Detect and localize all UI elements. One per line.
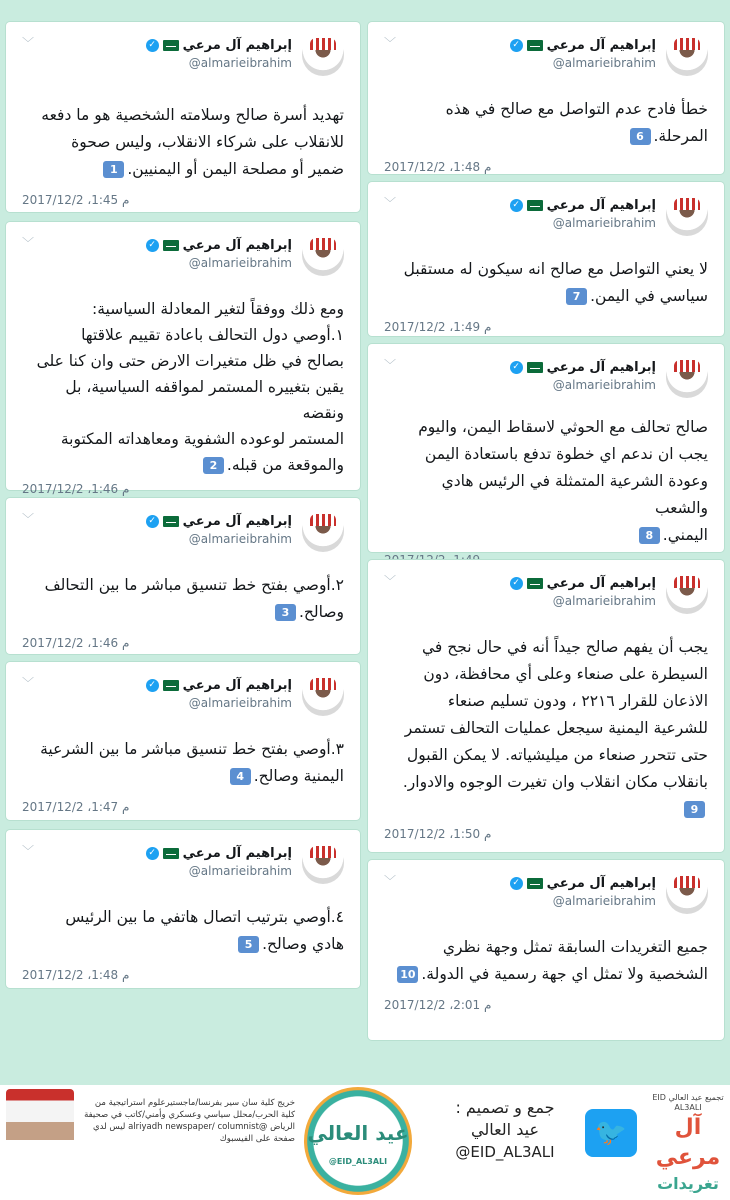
tweet-timestamp[interactable]: 2017/12/2 ،1:46 م	[22, 482, 130, 496]
twitter-bird-icon: 🐦	[585, 1109, 637, 1157]
author-handle[interactable]: @almarieibrahim	[552, 894, 656, 908]
author-name-text: إبراهيم آل مرعي	[546, 360, 656, 375]
author-name-text: إبراهيم آل مرعي	[546, 876, 656, 891]
tweet-text-content: يجب أن يفهم صالح جيداً أنه في حال نجح في السيطرة على صنعاء وعلى أي محافظة، دون الاذعان للقرار ٢٢١٦ ، ودون تسليم صنعاء للشرعية اليمنية سيجعل عمليات التحالف تستمر حتى تتحرر صنعاء من ميليشياته. لا يمكن القبول بانقلاب مكان انقلاب وان تغيرت الوجوه والادوار.	[402, 638, 708, 791]
tweet-text	[384, 634, 708, 823]
brand-logo	[650, 1093, 726, 1193]
tweet-timestamp[interactable]: 2017/12/2 ،1:48 م	[384, 160, 492, 174]
tweet-text	[22, 736, 344, 790]
number-badge: 7	[566, 288, 587, 305]
credit-line2: عيد العالي	[471, 1120, 539, 1139]
author-name-text: إبراهيم آل مرعي	[182, 678, 292, 693]
saudi-flag-icon	[163, 680, 179, 691]
chevron-down-icon[interactable]: ﹀	[384, 358, 397, 372]
number-badge: 6	[630, 128, 651, 145]
author-handle[interactable]: @almarieibrahim	[188, 56, 292, 70]
avatar[interactable]	[302, 674, 344, 716]
tweet-timestamp[interactable]: 2017/12/2 ،1:50 م	[384, 827, 492, 841]
tweet-text-content: لا يعني التواصل مع صالح انه سيكون له مستقبل سياسي في اليمن.	[403, 260, 708, 305]
saudi-flag-icon	[163, 40, 179, 51]
author-name[interactable]	[510, 360, 656, 375]
tweet-text	[384, 934, 708, 988]
tweet-card[interactable]	[368, 344, 724, 552]
tweet-text	[22, 904, 344, 958]
chevron-down-icon[interactable]: ﹀	[22, 236, 35, 250]
tweet-text	[384, 96, 708, 150]
tweet-card[interactable]	[6, 22, 360, 212]
profile-photo	[6, 1089, 74, 1171]
author-name[interactable]	[146, 514, 292, 529]
avatar[interactable]	[302, 510, 344, 552]
tweet-timestamp[interactable]: 2017/12/2 ،1:49 م	[384, 320, 492, 334]
tweet-card[interactable]	[368, 860, 724, 1040]
number-badge: 4	[230, 768, 251, 785]
tweet-text-content: جميع التغريدات السابقة تمثل وجهة نظري الشخصية ولا تمثل اي جهة رسمية في الدولة.	[421, 938, 708, 983]
tweet-text-content: تهديد أسرة صالح وسلامته الشخصية هو ما دفعه للانقلاب على شركاء الانقلاب، وليس صحوة ضمير أو مصلحة اليمن أو اليمنيين.	[41, 106, 344, 178]
footer-banner	[0, 1085, 730, 1200]
saudi-flag-icon	[163, 240, 179, 251]
verified-badge-icon: ✓	[146, 515, 159, 528]
tweet-timestamp[interactable]: 2017/12/2 ،1:46 م	[22, 636, 130, 650]
chevron-down-icon[interactable]: ﹀	[22, 512, 35, 526]
tweet-text-content: ٤.أوصي بترتيب اتصال هاتفي ما بين الرئيس هادي وصالح.	[65, 908, 344, 953]
saudi-flag-icon	[527, 200, 543, 211]
verified-badge-icon: ✓	[510, 361, 523, 374]
author-name-text: إبراهيم آل مرعي	[546, 38, 656, 53]
author-name-text: إبراهيم آل مرعي	[182, 38, 292, 53]
chevron-down-icon[interactable]: ﹀	[22, 844, 35, 858]
author-bio: خريج كلية سان سير بفرنسا/ماجستيرعلوم استراتيجية من كلية الحرب/محلل سياسي وعسكري وأمني/كاتب في صحيفة الرياض @alriyadh newspaper/ columnist ليس لدي صفحة على الفيسبوك	[84, 1098, 295, 1144]
saudi-flag-icon	[527, 578, 543, 589]
tweet-timestamp[interactable]: 2017/12/2 ،2:01 م	[384, 998, 492, 1012]
credits	[430, 1097, 580, 1163]
logo-text: عيد العالي	[307, 1121, 409, 1145]
saudi-flag-icon	[163, 848, 179, 859]
author-name[interactable]	[510, 576, 656, 591]
author-handle[interactable]: @almarieibrahim	[552, 378, 656, 392]
tweet-text	[22, 572, 344, 626]
number-badge: 9	[684, 801, 705, 818]
tweet-timestamp[interactable]: 2017/12/2 ،1:45 م	[22, 193, 130, 207]
author-handle[interactable]: @almarieibrahim	[552, 216, 656, 230]
verified-badge-icon: ✓	[146, 679, 159, 692]
avatar[interactable]	[302, 234, 344, 276]
tweet-card[interactable]	[368, 22, 724, 174]
credit-line1: جمع و تصميم :	[455, 1098, 555, 1117]
author-name-text: إبراهيم آل مرعي	[182, 846, 292, 861]
verified-badge-icon: ✓	[510, 877, 523, 890]
saudi-flag-icon	[163, 516, 179, 527]
tweet-text	[22, 296, 344, 478]
author-handle[interactable]: @almarieibrahim	[188, 696, 292, 710]
tweet-timestamp[interactable]: 2017/12/2 ،1:48 م	[22, 968, 130, 982]
tweet-card[interactable]	[6, 662, 360, 820]
number-badge: 5	[238, 936, 259, 953]
tweet-text	[22, 102, 344, 183]
tweet-card[interactable]	[6, 498, 360, 654]
author-name-text: إبراهيم آل مرعي	[546, 576, 656, 591]
tweet-text-content: صالح تحالف مع الحوثي لاسقاط اليمن، واليوم يجب ان ندعم اي خطوة تدفع باستعادة اليمن وعودة الشرعية المتمثلة في الرئيس هادي والشعب اليمني.	[418, 418, 708, 544]
author-name[interactable]	[146, 846, 292, 861]
author-name[interactable]	[510, 876, 656, 891]
avatar[interactable]	[302, 842, 344, 884]
author-handle[interactable]: @almarieibrahim	[188, 864, 292, 878]
verified-badge-icon: ✓	[510, 39, 523, 52]
tweet-card[interactable]	[6, 222, 360, 496]
author-name-text: إبراهيم آل مرعي	[182, 238, 292, 253]
author-handle[interactable]: @almarieibrahim	[188, 532, 292, 546]
verified-badge-icon: ✓	[510, 199, 523, 212]
brand-top: تجميع عيد العالي EID AL3ALI	[652, 1093, 724, 1112]
chevron-down-icon[interactable]: ﹀	[384, 874, 397, 888]
chevron-down-icon[interactable]: ﹀	[22, 676, 35, 690]
tweet-text	[384, 256, 708, 310]
chevron-down-icon[interactable]: ﹀	[384, 36, 397, 50]
avatar[interactable]	[666, 356, 708, 398]
designer-logo	[304, 1087, 412, 1195]
brand-name: آل مرعي	[655, 1115, 721, 1170]
author-handle[interactable]: @almarieibrahim	[188, 256, 292, 270]
tweet-card[interactable]	[6, 830, 360, 988]
avatar[interactable]	[666, 194, 708, 236]
number-badge: 10	[397, 966, 418, 983]
avatar[interactable]	[666, 572, 708, 614]
author-name[interactable]	[146, 238, 292, 253]
tweet-card[interactable]	[368, 182, 724, 336]
chevron-down-icon[interactable]: ﹀	[384, 574, 397, 588]
tweet-text-content: خطأ فادح عدم التواصل مع صالح في هذه المرحلة.	[445, 100, 708, 145]
author-name-text: إبراهيم آل مرعي	[182, 514, 292, 529]
number-badge: 8	[639, 527, 660, 544]
number-badge: 3	[275, 604, 296, 621]
saudi-flag-icon	[527, 40, 543, 51]
verified-badge-icon: ✓	[510, 577, 523, 590]
verified-badge-icon: ✓	[146, 239, 159, 252]
tweet-text-content: ومع ذلك ووفقاً لتغير المعادلة السياسية: ١.أوصي دول التحالف باعادة تقييم علاقتها بصالح في ظل متغيرات الارض حتى وان كنا على يقين بتغييره المستمر لمواقفه السياسية، بل ونقضه المستمر لوعوده الشفوية ومعاهداته المكتوبة والموقعة من قبله.	[36, 300, 344, 474]
author-handle[interactable]: @almarieibrahim	[552, 594, 656, 608]
avatar[interactable]	[666, 34, 708, 76]
tweet-timestamp[interactable]: 2017/12/2 ،1:47 م	[22, 800, 130, 814]
number-badge: 2	[203, 457, 224, 474]
author-name[interactable]	[510, 198, 656, 213]
logo-handle: @EID_AL3ALI	[328, 1157, 388, 1166]
saudi-flag-icon	[527, 362, 543, 373]
avatar[interactable]	[302, 34, 344, 76]
author-handle[interactable]: @almarieibrahim	[552, 56, 656, 70]
verified-badge-icon: ✓	[146, 847, 159, 860]
author-name[interactable]	[146, 678, 292, 693]
number-badge: 1	[103, 161, 124, 178]
tweet-text-content: ٣.أوصي بفتح خط تنسيق مباشر ما بين الشرعية اليمنية وصالح.	[40, 740, 344, 785]
tweet-text-content: ٢.أوصي بفتح خط تنسيق مباشر ما بين التحالف وصالح.	[44, 576, 344, 621]
chevron-down-icon[interactable]: ﹀	[22, 36, 35, 50]
saudi-flag-icon	[527, 878, 543, 889]
brand-sub: تغريدات	[657, 1174, 719, 1193]
author-name-text: إبراهيم آل مرعي	[546, 198, 656, 213]
author-name[interactable]	[146, 38, 292, 53]
avatar[interactable]	[666, 872, 708, 914]
credit-handle: @EID_AL3ALI	[455, 1143, 555, 1161]
verified-badge-icon: ✓	[146, 39, 159, 52]
author-name[interactable]	[510, 38, 656, 53]
chevron-down-icon[interactable]: ﹀	[384, 196, 397, 210]
tweet-card[interactable]	[368, 560, 724, 852]
tweet-text	[384, 414, 708, 549]
